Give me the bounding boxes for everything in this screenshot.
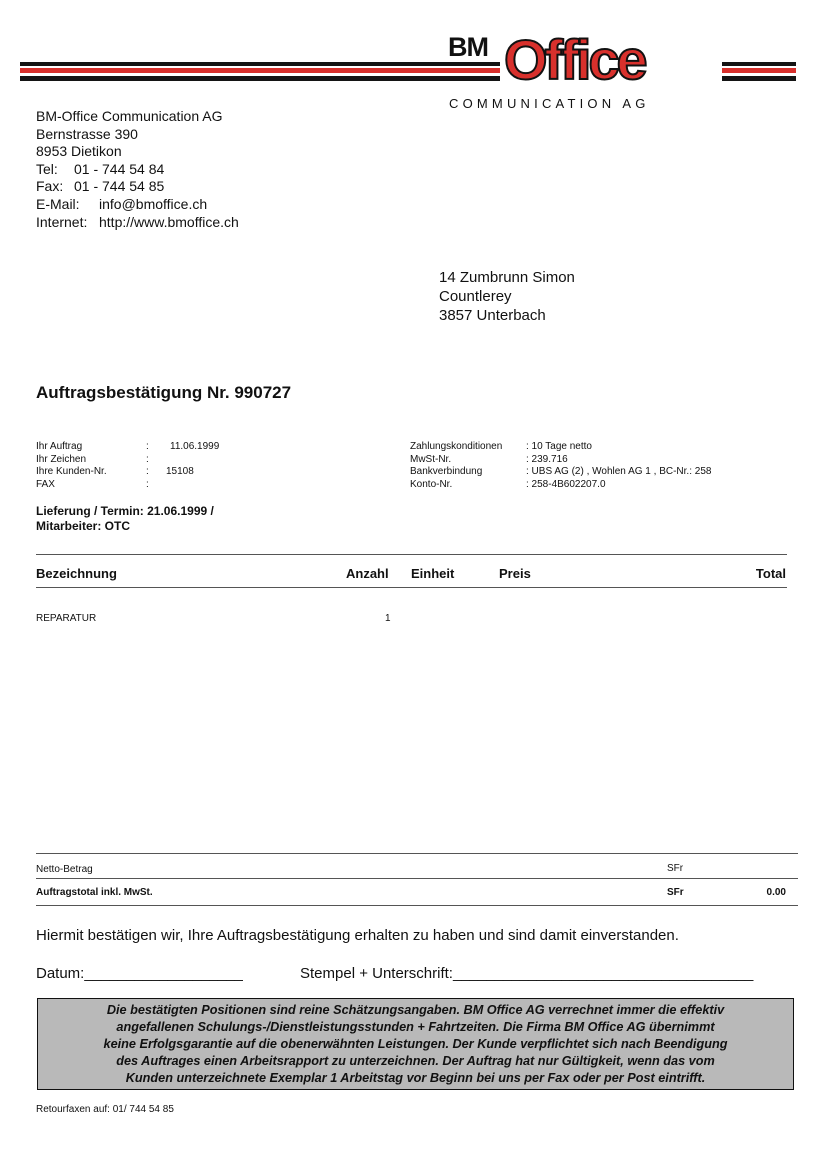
sender-tel: 01 - 744 54 84 — [74, 160, 165, 177]
sender-email-label: E-Mail: — [36, 195, 80, 212]
logo-subtitle: COMMUNICATION AG — [449, 96, 650, 111]
meta-row — [410, 466, 711, 479]
totals-rule-top — [36, 853, 798, 854]
sender-internet: http://www.bmoffice.ch — [99, 213, 239, 230]
totals-rule-middle — [36, 878, 798, 879]
disclaimer-line: des Auftrages einen Arbeitsrapport zu unterzeichnen. Der Auftrag hat nur Gültigkeit, wenn das vom — [116, 1054, 715, 1069]
disclaimer-line: Kunden unterzeichnete Exemplar 1 Arbeitstag vor Beginn bei uns per Fax oder per Post eintrifft. — [125, 1071, 706, 1086]
total-currency: SFr — [667, 887, 684, 898]
meta-row — [36, 466, 219, 479]
return-fax-note: Retourfaxen auf: 01/ 744 54 85 — [36, 1104, 174, 1115]
sender-city: 8953 Dietikon — [36, 143, 122, 160]
table-rule-top — [36, 554, 787, 555]
sender-email: info@bmoffice.ch — [99, 195, 208, 212]
signature-field[interactable] — [300, 965, 753, 982]
disclaimer-line: angefallenen Schulungs-/Dienstleistungsstunden + Fahrtzeiten. Die Firma BM Office AG übernimmt — [116, 1020, 715, 1035]
logo-bm-text: BM — [448, 32, 488, 62]
sender-street: Bernstrasse 390 — [36, 125, 138, 142]
stamp-line: ____________________________________ — [452, 965, 754, 982]
meta-value: : 239.716 — [526, 453, 568, 465]
sender-address — [36, 108, 239, 231]
meta-label: Bankverbindung — [410, 466, 483, 478]
date-line: ___________________ — [84, 965, 243, 982]
row-quantity: 1 — [385, 613, 391, 624]
meta-row — [410, 479, 711, 492]
confirmation-text: Hiermit bestätigen wir, Ihre Auftragsbestätigung erhalten zu haben und sind damit einverstanden. — [36, 927, 679, 944]
totals-rule-bottom — [36, 905, 798, 906]
sender-internet-label: Internet: — [36, 213, 88, 230]
date-field[interactable] — [36, 965, 243, 982]
meta-row — [410, 441, 711, 454]
recipient-address — [439, 268, 575, 325]
stamp-label: Stempel + Unterschrift: — [300, 965, 453, 982]
sender-fax: 01 - 744 54 85 — [74, 178, 165, 195]
recipient-street: Countlerey — [439, 288, 512, 305]
meta-row — [36, 441, 219, 454]
meta-label: MwSt-Nr. — [410, 453, 452, 465]
total-label: Auftragstotal inkl. MwSt. — [36, 887, 153, 898]
meta-row — [36, 454, 219, 467]
sender-fax-label: Fax: — [36, 178, 64, 195]
order-meta-right — [410, 441, 711, 491]
sender-tel-label: Tel: — [36, 160, 58, 177]
meta-row — [410, 454, 711, 467]
meta-sep: : — [146, 453, 149, 465]
meta-value: : UBS AG (2) , Wohlen AG 1 , BC-Nr.: 258 — [526, 466, 712, 478]
col-header-description: Bezeichnung — [36, 566, 117, 581]
sender-company: BM-Office Communication AG — [36, 108, 223, 124]
meta-label: FAX — [36, 478, 55, 490]
order-meta-left — [36, 441, 219, 491]
document-title: Auftragsbestätigung Nr. 990727 — [36, 383, 292, 402]
delivery-info — [36, 504, 214, 534]
col-header-unit: Einheit — [411, 566, 455, 581]
table-rule-header — [36, 587, 787, 588]
col-header-total: Total — [755, 566, 786, 581]
delivery-date: Lieferung / Termin: 21.06.1999 / — [36, 504, 214, 518]
meta-sep: : — [146, 466, 149, 478]
col-header-price: Preis — [499, 566, 531, 581]
meta-value: : 258-4B602207.0 — [526, 478, 606, 490]
table-row — [36, 613, 396, 624]
net-currency: SFr — [667, 863, 684, 874]
meta-label: Konto-Nr. — [410, 478, 453, 490]
net-label: Netto-Betrag — [36, 864, 93, 875]
meta-label: Zahlungskonditionen — [410, 441, 503, 452]
sender-tel-row — [36, 161, 239, 179]
meta-label: Ihr Auftrag — [36, 441, 83, 452]
disclaimer-line: Die bestätigten Positionen sind reine Schätzungsangaben. BM Office AG verrechnet immer die effektiv — [106, 1003, 725, 1017]
meta-label: Ihre Kunden-Nr. — [36, 466, 107, 478]
meta-value: 11.06.1999 — [170, 441, 220, 452]
meta-sep: : — [146, 441, 149, 452]
sender-email-row — [36, 196, 239, 214]
col-header-quantity: Anzahl — [346, 566, 389, 581]
recipient-city: 3857 Unterbach — [439, 307, 546, 324]
employee: Mitarbeiter: OTC — [36, 519, 131, 533]
meta-value: : 10 Tage netto — [526, 441, 592, 452]
meta-label: Ihr Zeichen — [36, 453, 87, 465]
date-label: Datum: — [36, 965, 85, 982]
logo-office-text: Office — [504, 28, 645, 91]
meta-value: 15108 — [166, 466, 194, 478]
sender-internet-row — [36, 214, 239, 232]
row-description: REPARATUR — [36, 613, 97, 624]
meta-row — [36, 479, 219, 492]
disclaimer-box — [37, 998, 794, 1090]
company-logo — [440, 28, 720, 100]
total-value: 0.00 — [766, 887, 786, 898]
sender-fax-row — [36, 178, 239, 196]
meta-sep: : — [146, 478, 149, 490]
recipient-name: 14 Zumbrunn Simon — [439, 269, 575, 286]
disclaimer-line: keine Erfolgsgarantie auf die obenerwähnten Leistungen. Der Kunde verpflichtet sich nach Beendigung — [103, 1037, 728, 1052]
